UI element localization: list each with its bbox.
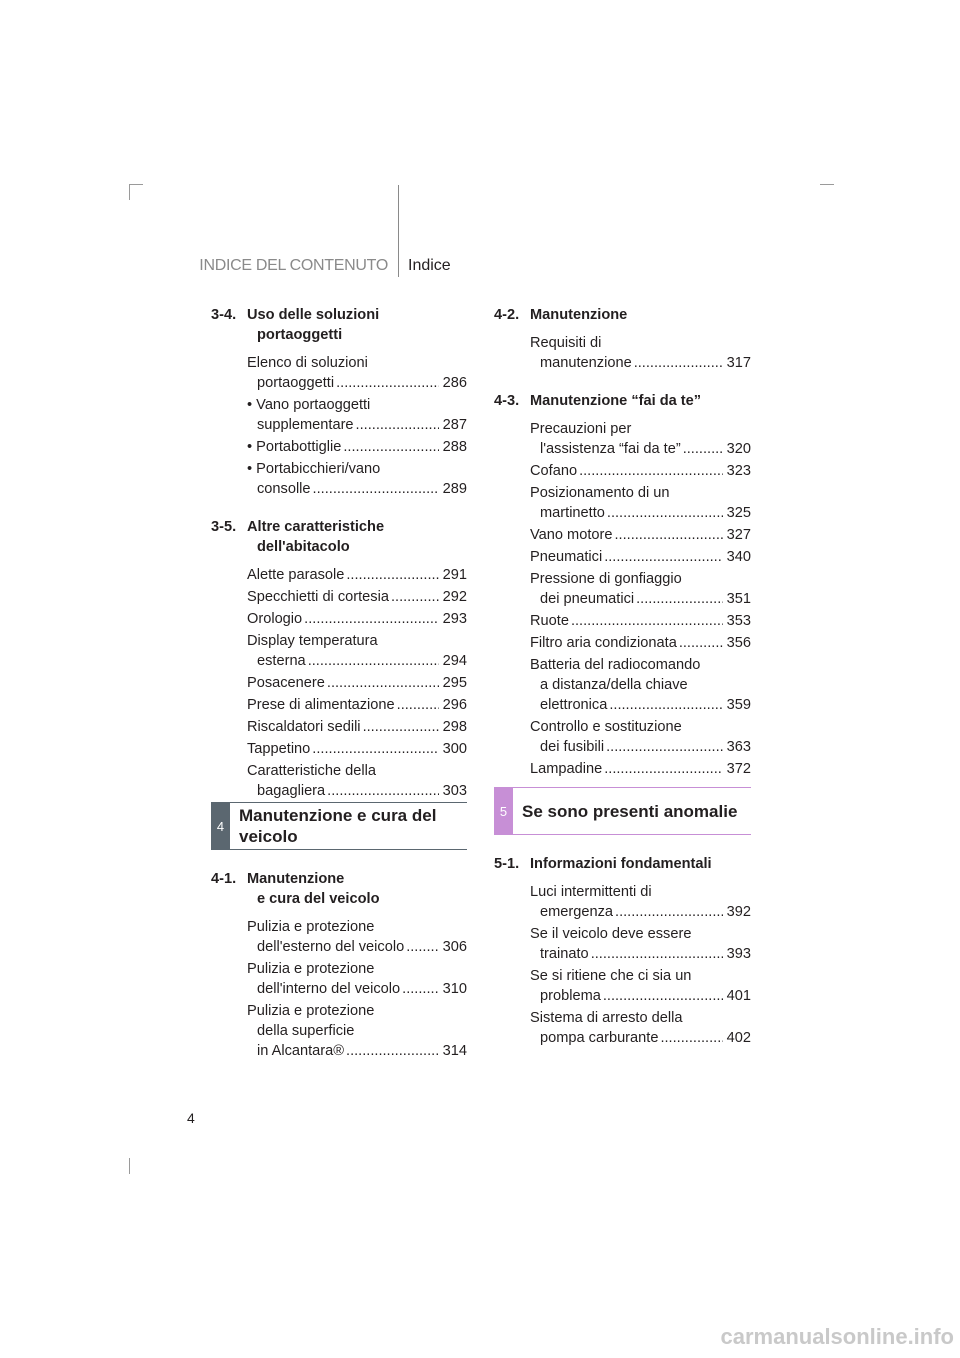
toc-entry-text: [247, 459, 439, 499]
toc-right-column: [494, 305, 751, 781]
toc-entry-line: martinetto: [540, 505, 605, 521]
toc-entry-last-line: [247, 937, 439, 957]
toc-page-number: 306: [442, 939, 467, 955]
toc-entry-line: Pneumatici: [530, 549, 603, 565]
dot-leader: [658, 1030, 722, 1046]
toc-entry-last-line: [247, 479, 439, 499]
toc-entry[interactable]: [530, 333, 751, 373]
dot-leader: [605, 505, 723, 521]
crop-mark: [129, 184, 130, 200]
toc-page-number: 392: [726, 904, 751, 920]
toc-page-number: 300: [442, 741, 467, 757]
chapter-banner-4[interactable]: [211, 802, 467, 850]
toc-entry-line: Vano motore: [530, 527, 613, 543]
toc-entry-text: [530, 924, 723, 964]
toc-entry-line: Cofano: [530, 463, 578, 479]
dot-leader: [325, 783, 438, 799]
toc-entry-line: della superficie: [257, 1023, 355, 1039]
section-title-line: Manutenzione: [247, 871, 345, 887]
toc-entry-line: Riscaldatori sedili: [247, 719, 361, 735]
toc-entry-last-line: [247, 609, 439, 629]
toc-entry-last-line: [530, 611, 723, 631]
toc-entry-line: Ruote: [530, 613, 569, 629]
toc-entry-line: Lampadine: [530, 761, 603, 777]
toc-page-number: 298: [442, 719, 467, 735]
toc-entry-text: [247, 695, 439, 715]
toc-entry-text: [247, 353, 439, 393]
toc-entry-text: [530, 633, 723, 653]
toc-entry-text: [530, 483, 723, 523]
toc-page-number: 293: [442, 611, 467, 627]
toc-entry-last-line: [247, 781, 439, 801]
toc-entry-line: Precauzioni per: [530, 421, 632, 437]
toc-entry-line: Display temperatura: [247, 633, 378, 649]
dot-leader: [361, 717, 439, 737]
toc-entry-last-line: [247, 565, 439, 585]
toc-entry-last-line: [247, 739, 439, 759]
toc-left-column-lower: [211, 869, 467, 1063]
toc-entry-text: [247, 673, 439, 693]
toc-entry-last-line: [530, 759, 723, 779]
toc-page-number: 353: [726, 613, 751, 629]
toc-entry-text: [247, 761, 439, 801]
toc-page-number: 325: [726, 505, 751, 521]
section-number: 3-5.: [211, 519, 237, 535]
toc-section: [211, 517, 467, 801]
toc-entry[interactable]: [247, 587, 467, 607]
toc-entry-text: [247, 565, 439, 585]
dot-leader: [677, 633, 723, 653]
toc-entry-line: Requisiti di: [530, 335, 602, 351]
toc-entry[interactable]: [247, 1001, 467, 1061]
toc-entry-text: [530, 966, 723, 1006]
toc-entry-text: [247, 739, 439, 759]
toc-entry-line: problema: [540, 988, 601, 1004]
toc-page-number: 289: [442, 481, 467, 497]
section-title: [247, 869, 467, 909]
section-title-line: dell'abitacolo: [257, 539, 350, 555]
toc-section: [494, 305, 751, 373]
toc-entry-line: Pulizia e protezione: [247, 919, 375, 935]
toc-page-number: 402: [726, 1030, 751, 1046]
dot-leader: [400, 981, 439, 997]
toc-entry-text: [247, 631, 439, 671]
toc-entry[interactable]: [530, 655, 751, 715]
toc-entry-line: • Vano portaoggetti: [247, 397, 371, 413]
section-heading: [494, 305, 751, 325]
toc-entry-line: Posizionamento di un: [530, 485, 670, 501]
dot-leader: [613, 904, 723, 920]
toc-page-number: 372: [726, 761, 751, 777]
dot-leader: [602, 759, 722, 779]
toc-page-number: 320: [726, 441, 751, 457]
toc-entry-last-line: [530, 525, 723, 545]
section-number: 4-3.: [494, 393, 520, 409]
toc-entry-line: l'assistenza “fai da te”: [540, 441, 681, 457]
toc-entry-last-line: [247, 717, 439, 737]
toc-entry-text: [530, 882, 723, 922]
toc-entry-text: [247, 587, 439, 607]
toc-entry-last-line: [247, 1041, 439, 1061]
toc-entry-line: elettronica: [540, 697, 608, 713]
toc-entry[interactable]: [247, 631, 467, 671]
dot-leader: [344, 565, 438, 585]
toc-entry[interactable]: [247, 717, 467, 737]
dot-leader: [612, 525, 722, 545]
toc-left-column: [211, 305, 467, 803]
toc-entry[interactable]: [530, 1008, 751, 1048]
toc-entry-line: Controllo e sostituzione: [530, 719, 682, 735]
section-number: 5-1.: [494, 856, 520, 872]
toc-page-number: 359: [726, 697, 751, 713]
toc-entry-line: Batteria del radiocomando: [530, 657, 701, 673]
section-title-line: Manutenzione “fai da te”: [530, 393, 702, 409]
section-heading: [494, 391, 751, 411]
toc-entry-line: emergenza: [540, 904, 614, 920]
header-divider: [398, 185, 399, 277]
toc-entry-line: Se il veicolo deve essere: [530, 926, 692, 942]
toc-entry-line: Specchietti di cortesia: [247, 589, 389, 605]
toc-entry-line: manutenzione: [540, 355, 632, 371]
toc-page-number: 296: [442, 697, 467, 713]
toc-section: [494, 854, 751, 1048]
toc-entry-line: Tappetino: [247, 741, 311, 757]
section-heading: [211, 305, 467, 345]
toc-entry-text: [530, 461, 723, 481]
toc-entry-text: [247, 917, 439, 957]
toc-entry[interactable]: [247, 395, 467, 435]
section-title-line: Manutenzione: [530, 307, 628, 323]
toc-page-number: 340: [726, 549, 751, 565]
toc-page-number: 393: [726, 946, 751, 962]
toc-entry-line: supplementare: [257, 417, 354, 433]
toc-entry[interactable]: [530, 547, 751, 567]
toc-entry[interactable]: [247, 739, 467, 759]
toc-entry[interactable]: [247, 353, 467, 393]
toc-entry-last-line: [530, 695, 723, 715]
dot-leader: [395, 695, 439, 715]
toc-entry[interactable]: [530, 569, 751, 609]
toc-page-number: 287: [442, 417, 467, 433]
toc-page-number: 294: [442, 653, 467, 669]
toc-entry[interactable]: [530, 611, 751, 631]
toc-entry-line: Pressione di gonfiaggio: [530, 571, 682, 587]
chapter-title: Se sono presenti anomalie: [513, 787, 751, 835]
toc-entry[interactable]: [530, 966, 751, 1006]
crop-mark: [129, 1158, 130, 1174]
dot-leader: [604, 739, 723, 755]
toc-page-number: 314: [442, 1043, 467, 1059]
toc-entry-last-line: [530, 737, 723, 757]
toc-entry-line: trainato: [540, 946, 589, 962]
toc-entry-line: dell'esterno del veicolo: [257, 939, 405, 955]
toc-entry-last-line: [530, 1028, 723, 1048]
toc-entry-text: [530, 611, 723, 631]
toc-entry-line: Se si ritiene che ci sia un: [530, 968, 692, 984]
toc-page-number: 295: [442, 675, 467, 691]
dot-leader: [334, 375, 439, 391]
toc-page-number: 303: [442, 783, 467, 799]
section-title-line: Informazioni fondamentali: [530, 856, 712, 872]
watermark: carmanualsonline.info: [720, 1324, 954, 1349]
toc-entry-text: [530, 547, 723, 567]
section-title-line: portaoggetti: [257, 327, 343, 343]
toc-entry-line: Pulizia e protezione: [247, 1003, 375, 1019]
toc-entry-last-line: [247, 695, 439, 715]
toc-entry-line: dei pneumatici: [540, 591, 635, 607]
dot-leader: [341, 437, 438, 457]
toc-entry[interactable]: [247, 917, 467, 957]
dot-leader: [404, 939, 438, 955]
toc-section: [494, 391, 751, 779]
toc-entry-last-line: [247, 437, 439, 457]
toc-entry[interactable]: [530, 759, 751, 779]
toc-page-number: 363: [726, 739, 751, 755]
toc-entry-line: • Portabicchieri/vano: [247, 461, 381, 477]
toc-entry-list: [247, 917, 467, 1061]
dot-leader: [344, 1043, 439, 1059]
toc-entry-line: Luci intermittenti di: [530, 884, 652, 900]
toc-entry-last-line: [530, 944, 723, 964]
section-title: [247, 305, 467, 345]
toc-entry[interactable]: [530, 483, 751, 523]
toc-entry-line: Elenco di soluzioni: [247, 355, 368, 371]
toc-entry-last-line: [247, 415, 439, 435]
toc-entry-text: [247, 395, 439, 435]
toc-entry-text: [530, 569, 723, 609]
toc-entry-last-line: [247, 673, 439, 693]
toc-entry-text: [247, 609, 439, 629]
toc-entry-list: [530, 333, 751, 373]
toc-entry-text: [247, 959, 439, 999]
toc-entry-last-line: [530, 547, 723, 567]
toc-entry[interactable]: [530, 419, 751, 459]
toc-entry-text: [530, 717, 723, 757]
toc-entry-list: [530, 882, 751, 1048]
dot-leader: [354, 417, 439, 433]
toc-entry[interactable]: [247, 673, 467, 693]
section-title-line: e cura del veicolo: [257, 891, 380, 907]
toc-entry-line: in Alcantara®: [257, 1043, 345, 1059]
toc-page-number: 323: [726, 463, 751, 479]
toc-page-number: 310: [442, 981, 467, 997]
section-title-line: Altre caratteristiche: [247, 519, 385, 535]
toc-entry-list: [247, 353, 467, 499]
dot-leader: [634, 591, 723, 607]
section-heading: [494, 854, 751, 874]
chapter-number: 5: [494, 787, 513, 835]
header-section-label: INDICE DEL CONTENUTO: [199, 257, 388, 274]
chapter-banner-5[interactable]: [494, 787, 751, 835]
section-title-line: Uso delle soluzioni: [247, 307, 380, 323]
section-heading: [211, 517, 467, 557]
toc-entry-last-line: [530, 461, 723, 481]
toc-entry-text: [530, 759, 723, 779]
section-number: 4-2.: [494, 307, 520, 323]
toc-entry-text: [247, 1001, 439, 1061]
toc-entry-line: bagagliera: [257, 783, 326, 799]
section-number: 3-4.: [211, 307, 237, 323]
dot-leader: [311, 481, 439, 497]
dot-leader: [302, 609, 438, 629]
toc-entry[interactable]: [247, 609, 467, 629]
toc-entry-line: • Portabottiglie: [247, 439, 342, 455]
toc-page-number: 356: [726, 635, 751, 651]
toc-entry[interactable]: [247, 565, 467, 585]
toc-entry-last-line: [530, 902, 723, 922]
toc-page-number: 317: [726, 355, 751, 371]
toc-entry-line: dei fusibili: [540, 739, 605, 755]
toc-entry-text: [247, 717, 439, 737]
toc-entry-line: Pulizia e protezione: [247, 961, 375, 977]
toc-page-number: 291: [442, 567, 467, 583]
toc-entry-list: [247, 565, 467, 801]
toc-section: [211, 305, 467, 499]
chapter-number: 4: [211, 802, 230, 850]
toc-page-number: 327: [726, 527, 751, 543]
dot-leader: [306, 653, 439, 669]
toc-entry-last-line: [247, 979, 439, 999]
toc-entry[interactable]: [530, 461, 751, 481]
toc-entry[interactable]: [530, 633, 751, 653]
toc-entry-last-line: [247, 373, 439, 393]
toc-entry-text: [530, 525, 723, 545]
chapter-title: Manutenzione e cura del veicolo: [230, 802, 467, 850]
section-heading: [211, 869, 467, 909]
toc-entry-line: Prese di alimentazione: [247, 697, 395, 713]
dot-leader: [602, 547, 722, 567]
toc-entry-last-line: [530, 589, 723, 609]
toc-entry-line: Alette parasole: [247, 567, 345, 583]
toc-entry-last-line: [530, 633, 723, 653]
section-title: [530, 305, 751, 325]
toc-entry[interactable]: [530, 882, 751, 922]
section-title: [530, 854, 751, 874]
section-number: 4-1.: [211, 871, 237, 887]
dot-leader: [577, 461, 723, 481]
dot-leader: [589, 946, 723, 962]
toc-entry[interactable]: [530, 717, 751, 757]
toc-entry-last-line: [247, 587, 439, 607]
toc-entry-text: [530, 655, 723, 715]
toc-entry[interactable]: [247, 761, 467, 801]
dot-leader: [601, 988, 723, 1004]
toc-entry-line: Filtro aria condizionata: [530, 635, 677, 651]
toc-entry-line: esterna: [257, 653, 306, 669]
toc-entry-text: [530, 1008, 723, 1048]
page-number: 4: [187, 1110, 195, 1126]
toc-entry-last-line: [530, 503, 723, 523]
toc-entry-line: a distanza/della chiave: [540, 677, 688, 693]
section-title: [247, 517, 467, 557]
header-page-label: Indice: [408, 257, 451, 274]
dot-leader: [681, 441, 723, 457]
toc-entry-last-line: [530, 986, 723, 1006]
toc-page-number: 351: [726, 591, 751, 607]
toc-entry[interactable]: [530, 924, 751, 964]
toc-entry-text: [530, 333, 723, 373]
toc-entry-line: Orologio: [247, 611, 303, 627]
toc-entry-last-line: [247, 651, 439, 671]
toc-entry-last-line: [530, 439, 723, 459]
toc-entry-line: Sistema di arresto della: [530, 1010, 683, 1026]
toc-entry-line: Caratteristiche della: [247, 763, 376, 779]
toc-entry[interactable]: [247, 459, 467, 499]
dot-leader: [607, 697, 722, 713]
toc-entry-line: dell'interno del veicolo: [257, 981, 401, 997]
toc-page-number: 288: [442, 439, 467, 455]
dot-leader: [325, 673, 439, 693]
toc-page-number: 401: [726, 988, 751, 1004]
toc-page-number: 286: [442, 375, 467, 391]
toc-entry[interactable]: [247, 695, 467, 715]
toc-entry-line: portaoggetti: [257, 375, 335, 391]
crop-mark: [129, 184, 143, 185]
crop-mark: [820, 184, 834, 185]
toc-section: [211, 869, 467, 1061]
toc-entry[interactable]: [247, 437, 467, 457]
section-title: [530, 391, 751, 411]
toc-entry-text: [530, 419, 723, 459]
toc-entry-line: consolle: [257, 481, 311, 497]
dot-leader: [632, 355, 723, 371]
toc-entry-text: [247, 437, 439, 457]
toc-entry[interactable]: [247, 959, 467, 999]
toc-entry-line: pompa carburante: [540, 1030, 659, 1046]
dot-leader: [310, 739, 438, 759]
dot-leader: [389, 587, 439, 607]
toc-entry[interactable]: [530, 525, 751, 545]
dot-leader: [569, 611, 723, 631]
toc-entry-line: Posacenere: [247, 675, 325, 691]
toc-entry-list: [530, 419, 751, 779]
toc-entry-last-line: [530, 353, 723, 373]
toc-right-column-lower: [494, 854, 751, 1050]
toc-page-number: 292: [442, 589, 467, 605]
